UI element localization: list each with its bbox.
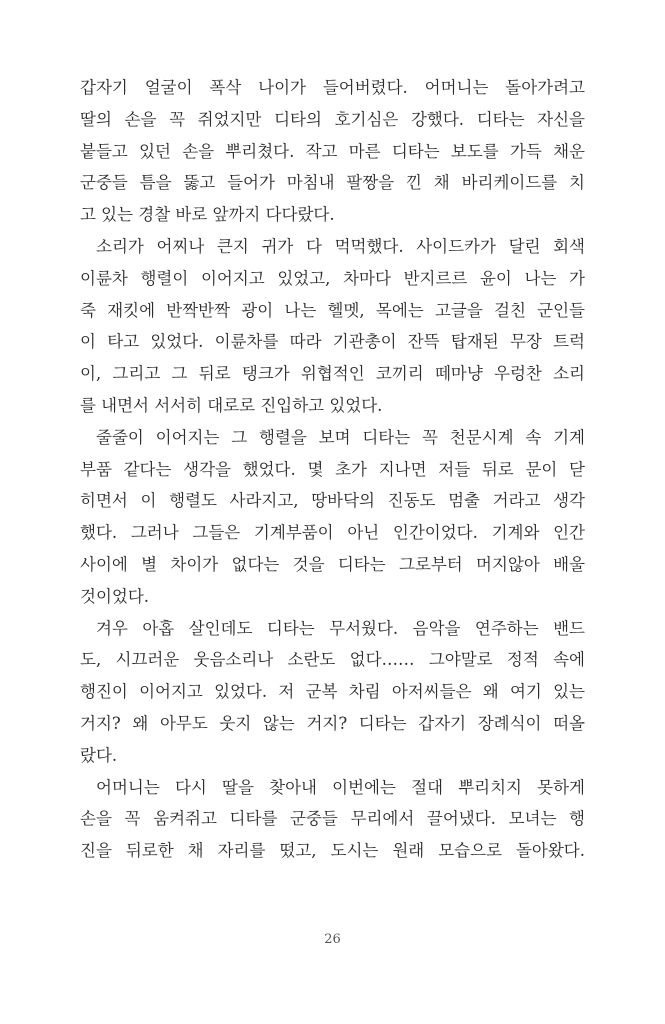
text-line: 를 내면서 서서히 대로로 진입하고 있었다. [80,395,383,415]
text-line: 도, 시끄러운 웃음소리나 소란도 없다…… 그야말로 정적 속에 [80,650,585,670]
text-line: 했다. 그러나 그들은 기계부품이 아닌 인간이었다. 기계와 인간 [80,523,585,543]
text-line: 히면서 이 행렬도 사라지고, 땅바닥의 진동도 멈출 거라고 생각 [80,491,585,511]
text-line: 이륜차 행렬이 이어지고 있었고, 차마다 반지르르 윤이 나는 가 [80,268,585,288]
text-line: 이, 그리고 그 뒤로 탱크가 위협적인 코끼리 떼마냥 우렁찬 소리 [80,364,585,384]
text-line: 겨우 아홉 살인데도 디타는 무서웠다. 음악을 연주하는 밴드 [96,618,585,638]
text-line: 어머니는 다시 딸을 찾아내 이번에는 절대 뿌리치지 못하게 [96,777,585,797]
text-line: 손을 꼭 움켜쥐고 디타를 군중들 무리에서 끌어냈다. 모녀는 행 [80,809,585,829]
text-line: 줄줄이 이어지는 그 행렬을 보며 디타는 꼭 천문시계 속 기계 [96,427,585,447]
body-text [80,72,585,867]
text-line: 소리가 어찌나 큰지 귀가 다 먹먹했다. 사이드카가 달린 회색 [96,236,585,256]
text-line: 행진이 이어지고 있었다. 저 군복 차림 아저씨들은 왜 여기 있는 [80,682,585,702]
text-line: 거지? 왜 아무도 웃지 않는 거지? 디타는 갑자기 장례식이 떠올 [80,713,585,733]
page-number: 26 [324,932,341,947]
text-line: 부품 같다는 생각을 했었다. 몇 초가 지나면 저들 뒤로 문이 닫 [80,459,585,479]
text-line: 고 있는 경찰 바로 앞까지 다다랐다. [80,205,335,225]
text-line: 이 타고 있었다. 이륜차를 따라 기관총이 잔뜩 탑재된 무장 트럭 [80,332,585,352]
text-line: 진을 뒤로한 채 자리를 떴고, 도시는 원래 모습으로 돌아왔다. [80,841,585,861]
text-line: 랐다. [80,745,118,765]
text-line: 딸의 손을 꼭 쥐었지만 디타의 호기심은 강했다. 디타는 자신을 [80,109,585,129]
text-line: 사이에 별 차이가 없다는 것을 디타는 그로부터 머지않아 배울 [80,554,585,574]
text-line: 것이었다. [80,586,150,606]
text-line: 갑자기 얼굴이 폭삭 나이가 들어버렸다. 어머니는 돌아가려고 [80,78,585,97]
text-line: 죽 재킷에 반짝반짝 광이 나는 헬멧, 목에는 고글을 걸친 군인들 [80,300,585,320]
text-line: 붙들고 있던 손을 뿌리쳤다. 작고 마른 디타는 보도를 가득 채운 [80,141,585,161]
text-line: 군중들 틈을 뚫고 들어가 마침내 팔짱을 낀 채 바리케이드를 치 [80,173,585,193]
